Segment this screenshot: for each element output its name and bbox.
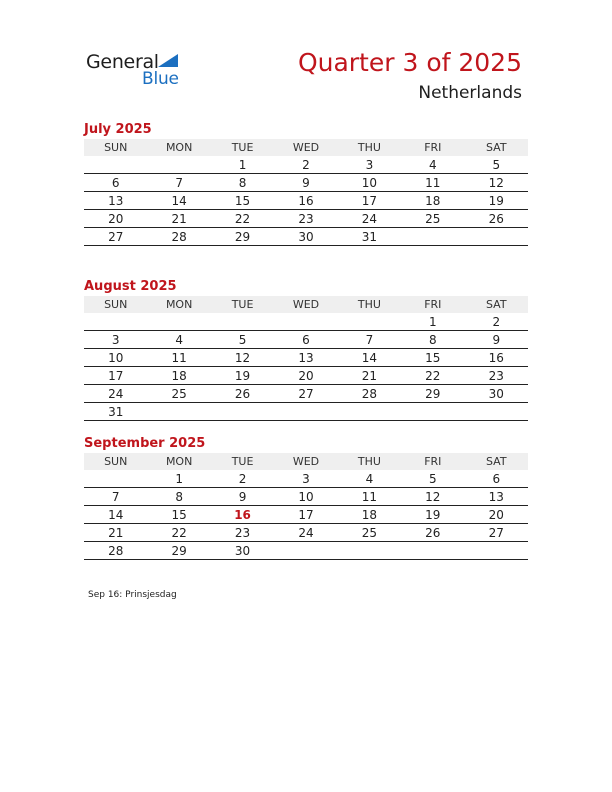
day-cell [338,542,401,560]
day-cell: 25 [338,524,401,542]
day-cell: 31 [84,403,147,421]
day-cell: 16 [465,349,528,367]
weekday-header: TUE [211,453,274,470]
week-row [84,331,528,349]
day-cell: 18 [401,192,464,210]
day-cell: 14 [84,506,147,524]
weekday-header: SAT [465,139,528,156]
page-title: Quarter 3 of 2025 [297,48,522,77]
day-cell: 5 [211,331,274,349]
day-cell: 22 [211,210,274,228]
week-row [84,313,528,331]
logo-text-blue: Blue [142,69,179,89]
day-cell: 15 [147,506,210,524]
week-row [84,488,528,506]
weekday-header: SUN [84,296,147,313]
weekday-header: WED [274,453,337,470]
day-cell: 5 [465,156,528,174]
day-cell: 28 [147,228,210,246]
day-cell [338,403,401,421]
day-cell [338,313,401,331]
day-cell: 3 [338,156,401,174]
day-cell: 20 [465,506,528,524]
day-cell: 23 [465,367,528,385]
day-cell: 8 [401,331,464,349]
day-cell: 2 [465,313,528,331]
day-cell: 1 [147,470,210,488]
weekday-header: TUE [211,139,274,156]
weekday-header: MON [147,296,210,313]
weekday-header: FRI [401,453,464,470]
day-cell: 30 [274,228,337,246]
day-cell [274,313,337,331]
day-cell: 9 [274,174,337,192]
weekday-header-row [84,139,528,156]
week-row [84,470,528,488]
day-cell: 29 [401,385,464,403]
day-cell: 10 [338,174,401,192]
weekday-header: WED [274,296,337,313]
day-cell [84,313,147,331]
day-cell: 11 [401,174,464,192]
month-september [84,435,528,560]
weekday-header: TUE [211,296,274,313]
week-row [84,542,528,560]
day-cell: 31 [338,228,401,246]
week-row [84,174,528,192]
generalblue-logo [86,50,206,90]
day-cell: 25 [147,385,210,403]
day-cell: 4 [147,331,210,349]
day-cell: 20 [84,210,147,228]
weekday-header: SUN [84,453,147,470]
logo-triangle-icon [158,54,178,67]
day-cell: 27 [465,524,528,542]
week-row [84,192,528,210]
week-row [84,506,528,524]
day-cell: 10 [84,349,147,367]
day-cell: 1 [401,313,464,331]
day-cell: 4 [338,470,401,488]
day-cell [211,313,274,331]
holiday-notes [88,590,177,600]
day-cell: 6 [465,470,528,488]
week-row [84,367,528,385]
day-cell: 13 [274,349,337,367]
weekday-header: THU [338,139,401,156]
day-cell [84,156,147,174]
month-title: August 2025 [84,279,177,294]
day-cell: 19 [401,506,464,524]
day-cell: 13 [84,192,147,210]
day-cell: 28 [338,385,401,403]
day-cell: 9 [211,488,274,506]
day-cell: 29 [147,542,210,560]
day-cell: 25 [401,210,464,228]
day-cell: 20 [274,367,337,385]
day-cell: 13 [465,488,528,506]
month-title: September 2025 [84,436,206,451]
day-cell: 27 [274,385,337,403]
day-cell: 26 [465,210,528,228]
day-cell [401,228,464,246]
day-cell [465,403,528,421]
day-cell: 1 [211,156,274,174]
day-cell: 23 [211,524,274,542]
day-cell: 16 [274,192,337,210]
weekday-header-row [84,453,528,470]
logo-text-general: General [86,51,159,73]
day-cell [401,403,464,421]
day-cell: 5 [401,470,464,488]
day-cell: 6 [274,331,337,349]
day-cell: 16 [211,506,274,524]
day-cell [84,470,147,488]
day-cell: 21 [147,210,210,228]
day-cell [147,313,210,331]
day-cell [401,542,464,560]
calendar-table [84,453,528,560]
day-cell [465,228,528,246]
week-row [84,228,528,246]
week-row [84,403,528,421]
day-cell: 11 [147,349,210,367]
day-cell: 12 [211,349,274,367]
day-cell: 26 [401,524,464,542]
holiday-note: Sep 16: Prinsjesdag [88,590,177,600]
month-title: July 2025 [84,122,152,137]
day-cell: 21 [338,367,401,385]
weekday-header: SAT [465,296,528,313]
day-cell: 18 [147,367,210,385]
week-row [84,349,528,367]
day-cell: 30 [465,385,528,403]
day-cell [465,542,528,560]
day-cell: 14 [147,192,210,210]
day-cell: 22 [147,524,210,542]
day-cell [147,403,210,421]
week-row [84,524,528,542]
week-row [84,156,528,174]
weekday-header: MON [147,139,210,156]
day-cell: 12 [465,174,528,192]
day-cell: 8 [147,488,210,506]
day-cell: 23 [274,210,337,228]
weekday-header: FRI [401,139,464,156]
day-cell: 7 [147,174,210,192]
month-july [84,121,528,246]
week-row [84,210,528,228]
day-cell: 28 [84,542,147,560]
day-cell: 12 [401,488,464,506]
day-cell [274,403,337,421]
day-cell: 15 [401,349,464,367]
day-cell [211,403,274,421]
weekday-header: SAT [465,453,528,470]
week-row [84,385,528,403]
day-cell: 4 [401,156,464,174]
day-cell: 19 [211,367,274,385]
day-cell: 2 [211,470,274,488]
weekday-header-row [84,296,528,313]
day-cell: 29 [211,228,274,246]
calendar-table [84,296,528,421]
day-cell: 10 [274,488,337,506]
day-cell: 24 [84,385,147,403]
day-cell: 17 [84,367,147,385]
day-cell: 24 [274,524,337,542]
day-cell: 17 [274,506,337,524]
day-cell: 19 [465,192,528,210]
day-cell: 7 [338,331,401,349]
weekday-header: THU [338,453,401,470]
day-cell: 27 [84,228,147,246]
weekday-header: FRI [401,296,464,313]
day-cell: 22 [401,367,464,385]
day-cell: 24 [338,210,401,228]
weekday-header: SUN [84,139,147,156]
day-cell: 3 [84,331,147,349]
day-cell: 11 [338,488,401,506]
weekday-header: THU [338,296,401,313]
day-cell: 3 [274,470,337,488]
day-cell: 8 [211,174,274,192]
day-cell [147,156,210,174]
calendar-table [84,139,528,246]
country-name: Netherlands [418,83,522,103]
day-cell: 26 [211,385,274,403]
day-cell: 30 [211,542,274,560]
day-cell: 6 [84,174,147,192]
month-august [84,278,528,421]
day-cell: 15 [211,192,274,210]
day-cell: 2 [274,156,337,174]
weekday-header: WED [274,139,337,156]
day-cell: 18 [338,506,401,524]
day-cell: 7 [84,488,147,506]
day-cell: 21 [84,524,147,542]
day-cell [274,542,337,560]
day-cell: 9 [465,331,528,349]
day-cell: 14 [338,349,401,367]
day-cell: 17 [338,192,401,210]
weekday-header: MON [147,453,210,470]
